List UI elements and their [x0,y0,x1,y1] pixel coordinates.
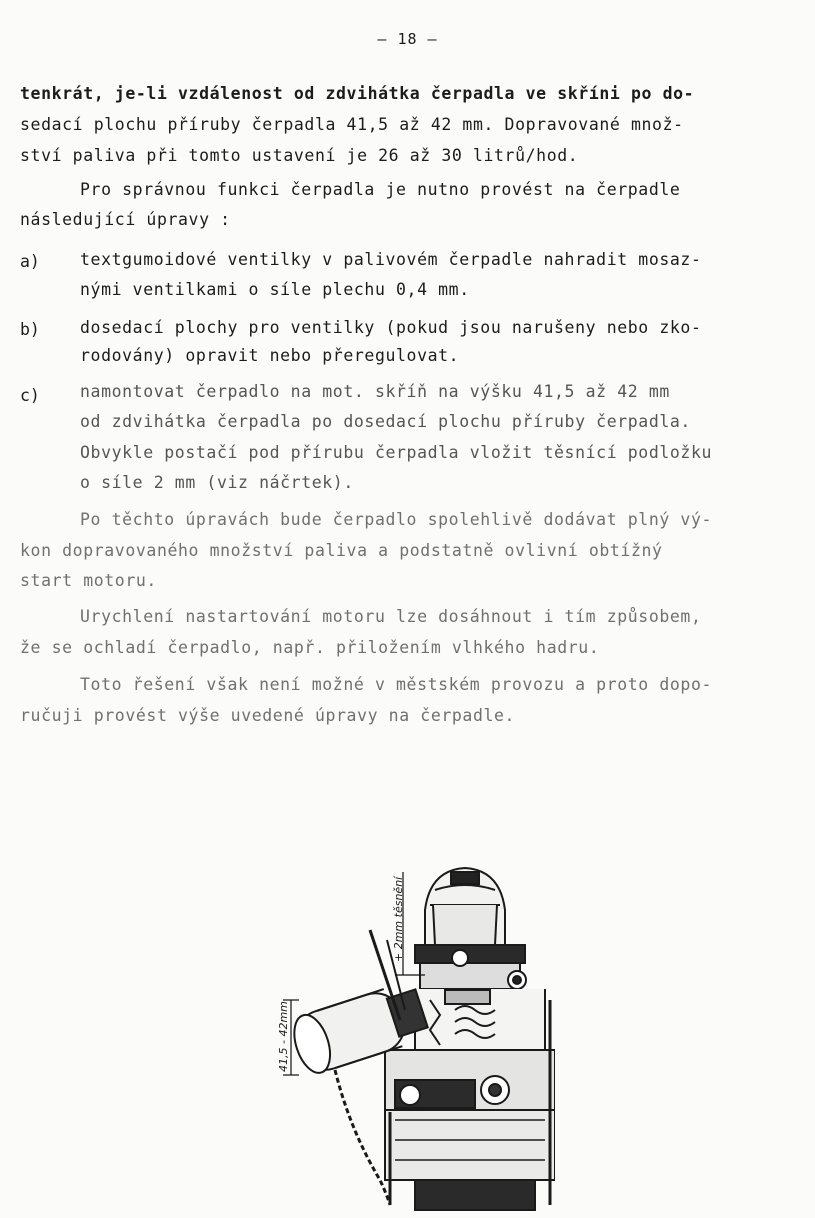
text-line: namontovat čerpadlo na mot. skříň na výšku 41,5 až 42 mm [80,382,670,401]
text-line: sedací plochu příruby čerpadla 41,5 až 42 mm. Dopravované množ- [20,115,684,134]
text-line: od zdvihátka čerpadla po dosedací plochu příruby čerpadla. [80,412,691,431]
text-line: následující úpravy : [20,210,231,229]
text-line: rodovány) opravit nebo přeregulovat. [80,346,460,365]
list-marker: a) [20,252,40,271]
text-line: Po těchto úpravách bude čerpadlo spolehlivě dodávat plný vý- [80,510,713,529]
gasket-dimension-label: + 2mm těsnění [392,876,405,962]
list-marker: c) [20,386,40,405]
text-line: dosedací plochy pro ventilky (pokud jsou narušeny nebo zko- [80,318,702,337]
text-line: Toto řešení však není možné v městském provozu a proto dopo- [80,675,713,694]
text-line: start motoru. [20,571,157,590]
text-line: Urychlení nastartování motoru lze dosáhnout i tím způsobem, [80,607,702,626]
text-line: o síle 2 mm (viz náčrtek). [80,473,354,492]
text-line: textgumoidové ventilky v palivovém čerpadle nahradit mosaz- [80,250,702,269]
text-line: kon dopravovaného množství paliva a podstatně ovlivní obtížný [20,541,663,560]
text-line: ručuji provést výše uvedené úpravy na čerpadle. [20,706,516,725]
fuel-pump-drawing [255,850,555,1214]
text-line: Obvykle postačí pod přírubu čerpadla vložit těsnící podložku [80,443,713,462]
height-dimension-label: 41,5 - 42mm [277,1001,290,1072]
text-line: nými ventilkami o síle plechu 0,4 mm. [80,280,470,299]
fuel-pump-sketch [255,850,555,1214]
text-line: že se ochladí čerpadlo, např. přiložením vlhkého hadru. [20,638,600,657]
page-number: – 18 – [377,30,438,48]
text-line: tenkrát, je-li vzdálenost od zdvihátka čerpadla ve skříni po do- [20,84,695,103]
text-line: Pro správnou funkci čerpadla je nutno provést na čerpadle [80,180,681,199]
text-line: ství paliva při tomto ustavení je 26 až 30 litrů/hod. [20,146,579,165]
list-marker: b) [20,320,40,339]
